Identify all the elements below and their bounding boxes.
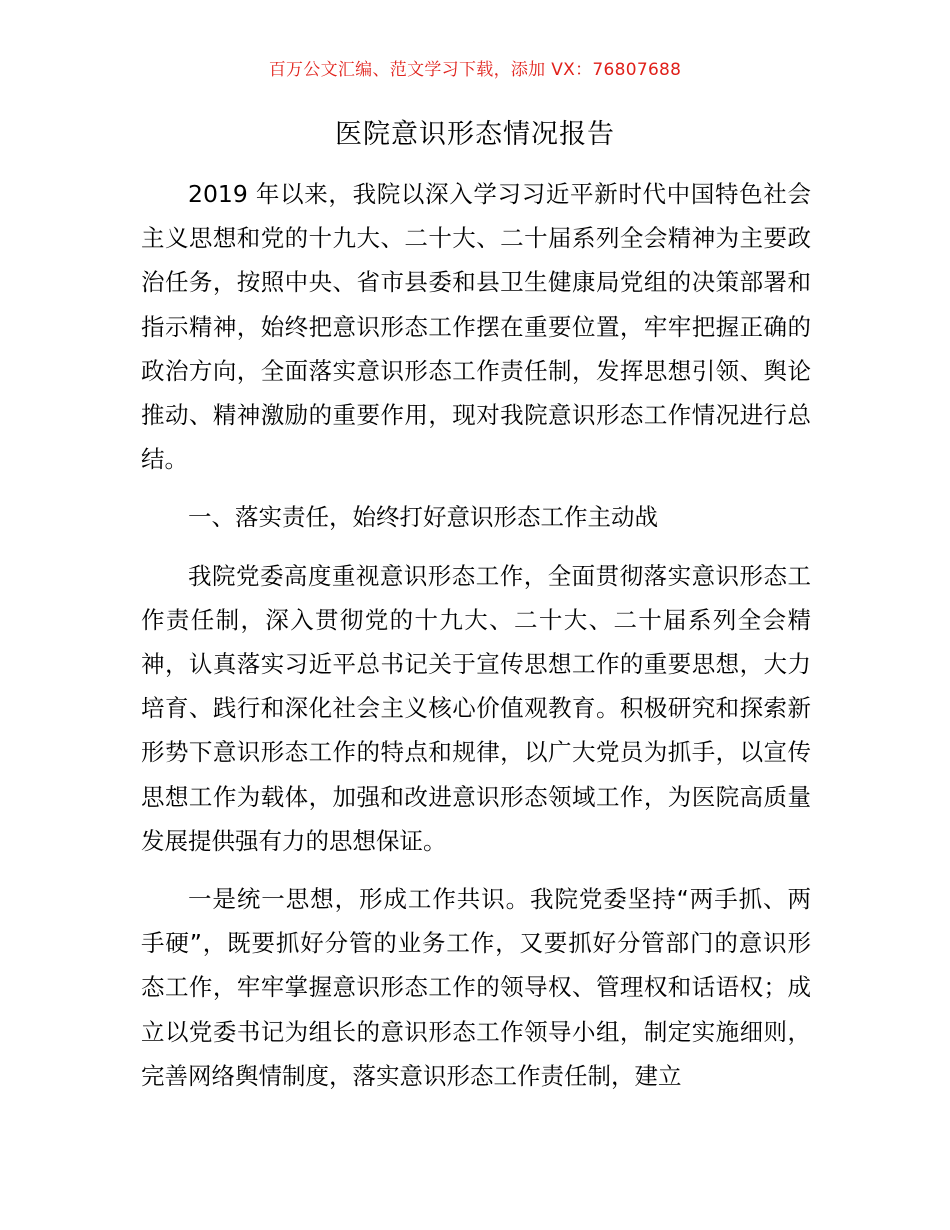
document-body <box>141 172 811 1098</box>
paragraph-section-1: 我院党委高度重视意识形态工作，全面贯彻落实意识形态工作责任制，深入贯彻党的十九大、二十大、二十届系列全会精神，认真落实习近平总书记关于宣传思想工作的重要思想，大力培育、践行和深化社会主义核心价值观教育。积极研究和探索新形势下意识形态工作的特点和规律，以广大党员为抓手，以宣传思想工作为载体，加强和改进意识形态领域工作，为医院高质量发展提供强有力的思想保证。 <box>141 561 811 855</box>
promo-header-note: 百万公文汇编、范文学习下载，添加 VX：76807688 <box>268 60 682 80</box>
paragraph-point-1: 一是统一思想，形成工作共识。我院党委坚持“两手抓、两手硬”，既要抓好分管的业务工作，又要抓好分管部门的意识形态工作，牢牢掌握意识形态工作的领导权、管理权和话语权；成立以党委书记为组长的意识形态工作领导小组，制定实施细则，完善网络舆情制度，落实意识形态工作责任制，建立 <box>141 885 811 1090</box>
section-heading-1: 一、落实责任，始终打好意识形态工作主动战 <box>188 503 658 532</box>
document-title: 医院意识形态情况报告 <box>335 119 615 150</box>
paragraph-intro: 2019 年以来，我院以深入学习习近平新时代中国特色社会主义思想和党的十九大、二十大、二十届系列全会精神为主要政治任务，按照中央、省市县委和县卫生健康局党组的决策部署和指示精神，始终把意识形态工作摆在重要位置，牢牢把握正确的政治方向，全面落实意识形态工作责任制，发挥思想引领、舆论推动、精神激励的重要作用，现对我院意识形态工作情况进行总结。 <box>141 180 811 474</box>
